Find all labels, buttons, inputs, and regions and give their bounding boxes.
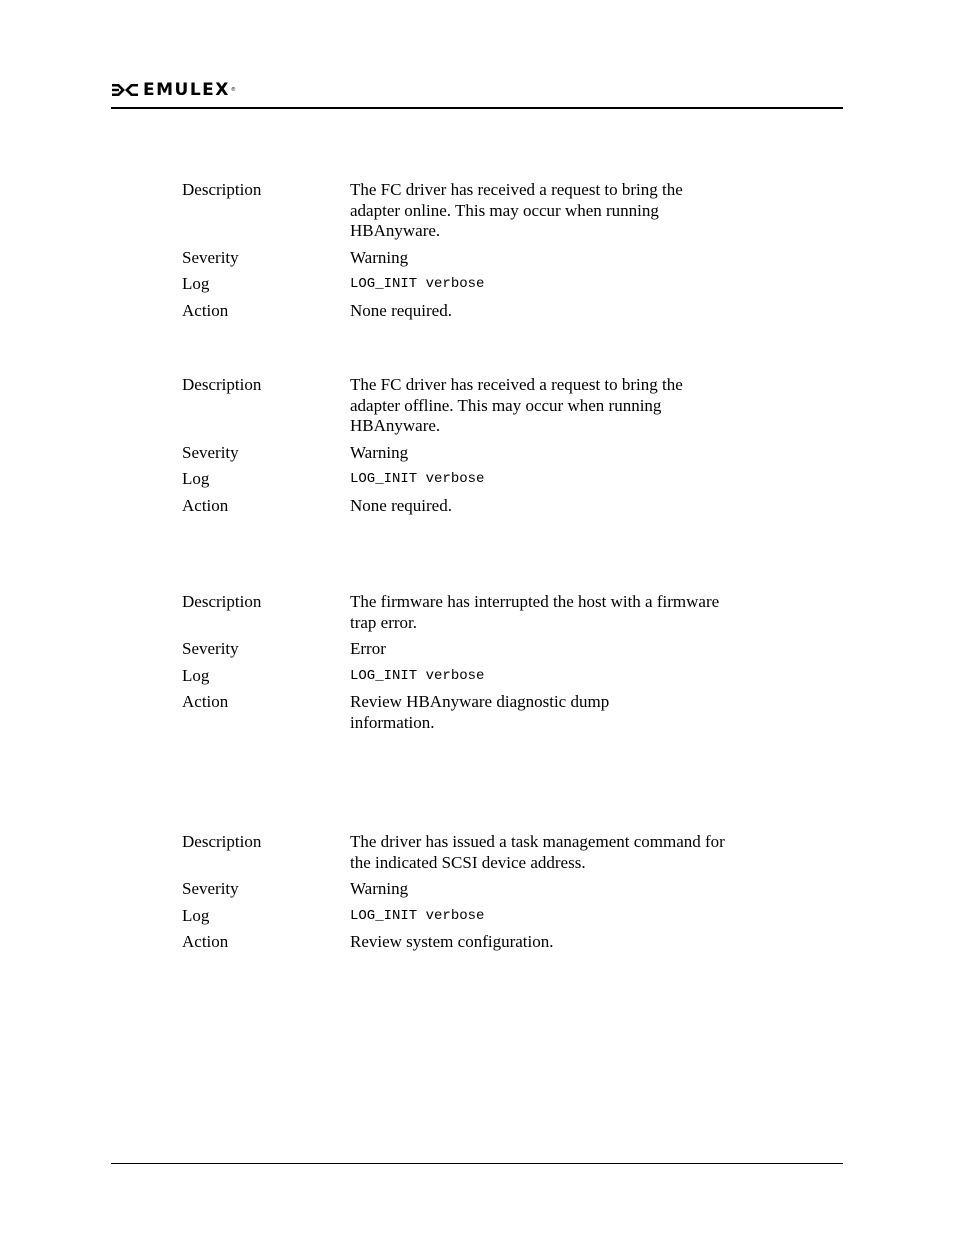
description-label: Description	[182, 375, 262, 394]
severity-value: Warning	[350, 879, 409, 898]
emulex-logo	[111, 81, 236, 99]
description-label: Description	[182, 832, 262, 851]
action-label: Action	[182, 692, 229, 711]
action-label: Action	[182, 300, 229, 320]
logo-trademark: ®	[230, 87, 236, 93]
header-rule	[111, 107, 843, 109]
description-row	[182, 592, 742, 633]
log-row	[182, 469, 742, 490]
footer-rule	[111, 1163, 843, 1164]
action-row	[182, 301, 742, 322]
action-row	[182, 692, 742, 733]
description-label: Description	[182, 180, 262, 199]
severity-value: Warning	[350, 442, 409, 462]
emulex-mark-icon	[111, 82, 139, 98]
description-row	[182, 375, 742, 437]
description-value: The driver has issued a task management command for the indicated SCSI device address.	[350, 832, 725, 872]
action-value: Review system configuration.	[350, 932, 554, 951]
log-row	[182, 666, 742, 687]
message-entry	[182, 180, 742, 321]
severity-label: Severity	[182, 639, 239, 658]
log-value: LOG_INIT verbose	[350, 471, 485, 487]
log-row	[182, 274, 742, 295]
description-value: The FC driver has received a request to bring the adapter offline. This may occur when running HBAnyware.	[350, 375, 683, 435]
description-value: The FC driver has received a request to bring the adapter online. This may occur when running HBAnyware.	[350, 180, 683, 240]
log-value: LOG_INIT verbose	[350, 667, 485, 684]
log-value: LOG_INIT verbose	[350, 907, 485, 924]
log-label: Log	[182, 469, 210, 488]
severity-value: Error	[350, 639, 386, 658]
action-label: Action	[182, 932, 229, 951]
severity-label: Severity	[182, 879, 239, 898]
action-value: Review HBAnyware diagnostic dump information.	[350, 692, 610, 732]
severity-row	[182, 248, 742, 269]
description-row	[182, 832, 742, 873]
description-row	[182, 180, 742, 242]
description-value: The firmware has interrupted the host with a firmware trap error.	[350, 592, 720, 632]
action-label: Action	[182, 495, 229, 515]
message-entry	[182, 375, 742, 516]
log-value: LOG_INIT verbose	[350, 276, 485, 292]
page-header	[111, 78, 843, 110]
severity-value: Warning	[350, 247, 409, 267]
message-entry	[182, 592, 742, 733]
severity-row	[182, 639, 742, 660]
log-label: Log	[182, 905, 210, 925]
action-value: None required.	[350, 495, 452, 515]
logo-wordmark: EMULEX	[143, 80, 230, 100]
log-label: Log	[182, 665, 210, 685]
severity-label: Severity	[182, 247, 239, 267]
action-row	[182, 496, 742, 517]
message-entry	[182, 832, 742, 953]
severity-row	[182, 443, 742, 464]
log-label: Log	[182, 274, 210, 293]
description-label: Description	[182, 592, 262, 611]
severity-label: Severity	[182, 442, 239, 462]
severity-row	[182, 879, 742, 900]
action-value: None required.	[350, 300, 452, 320]
action-row	[182, 932, 742, 953]
log-row	[182, 906, 742, 927]
